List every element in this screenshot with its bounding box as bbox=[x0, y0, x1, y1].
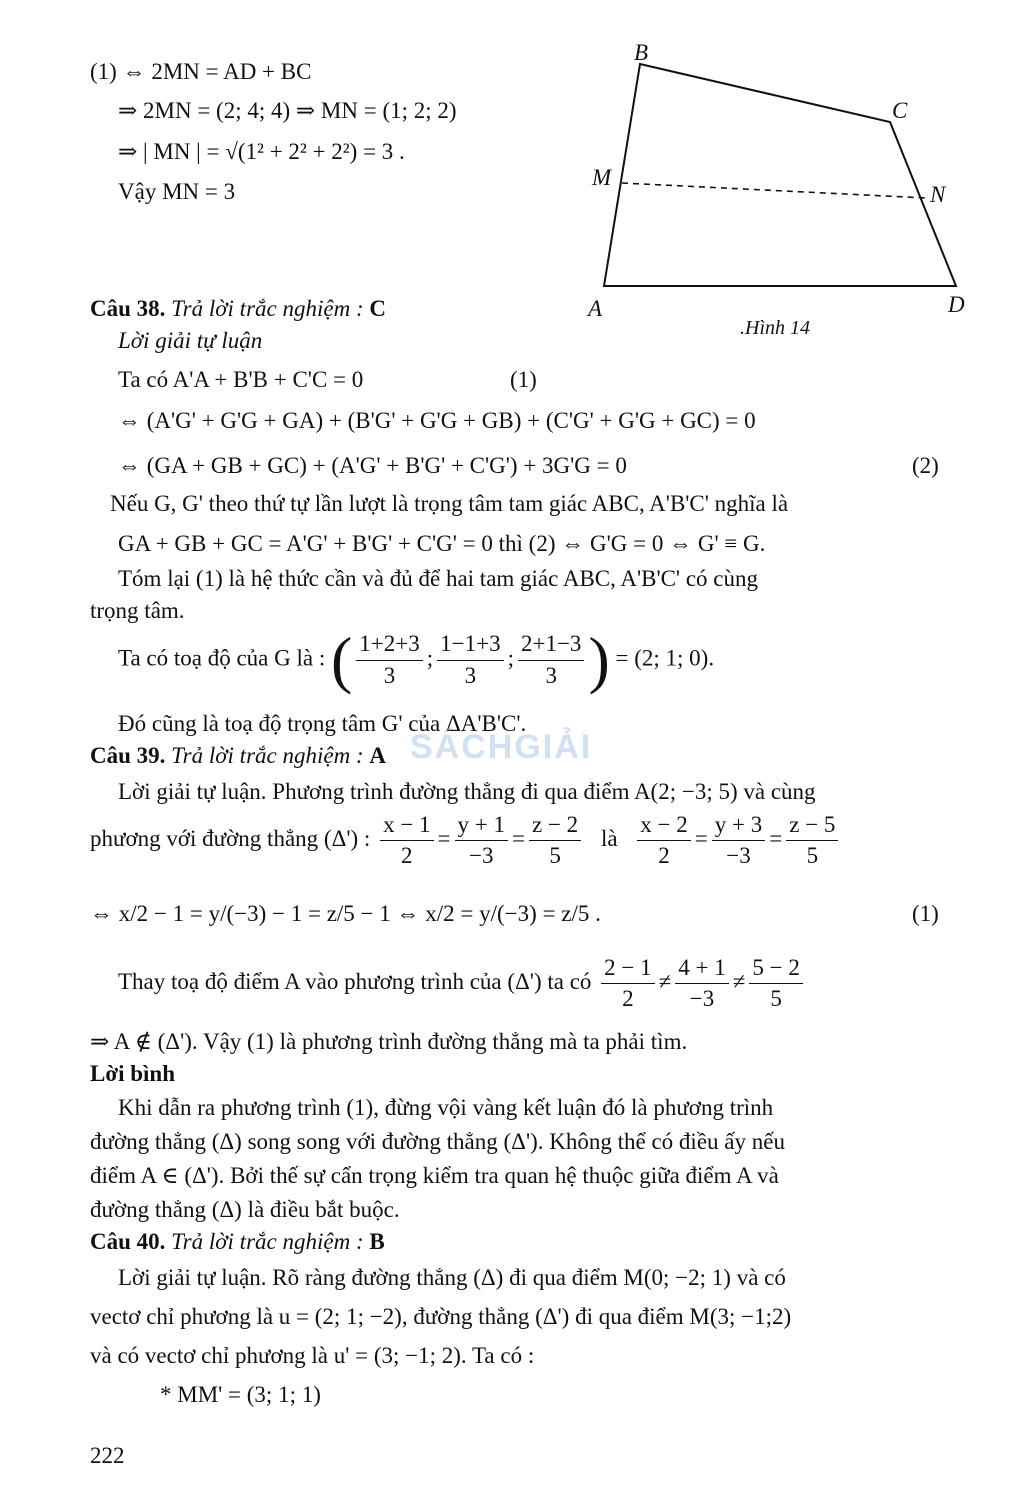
watermark: SÁCHGIẢI bbox=[410, 728, 593, 766]
page-number: 222 bbox=[90, 1443, 125, 1468]
remark-line-1: Khi dẫn ra phương trình (1), đừng vội vàng kết luận đó là phương trình bbox=[118, 1095, 774, 1120]
q39-line-1: Lời giải tự luận. Phương trình đường thẳng đi qua điểm A(2; −3; 5) và cùng bbox=[118, 779, 816, 804]
q38-answer: C bbox=[369, 296, 386, 321]
q40-header bbox=[90, 1228, 385, 1257]
trapezoid-figure bbox=[580, 40, 980, 340]
frac-gy: $\frac{1-1+3}{3}$ bbox=[437, 631, 503, 689]
q38-line-1-num: (1) bbox=[510, 367, 537, 392]
q38-line-3-num: (2) bbox=[912, 453, 939, 478]
q40-line-3: và có vectơ chỉ phương là u' = (3; −1; 2). Ta có : bbox=[90, 1343, 535, 1368]
q40-title: Câu 40. bbox=[90, 1229, 166, 1254]
q39-line-4: Thay toạ độ điểm A vào phương trình của (Δ') ta có $\frac{2 - 1}{2}$ ≠ $\frac{4 + 1}{-3}$ ≠ $\frac{5 - 2}{5}$ bbox=[118, 955, 807, 1013]
q39-title: Câu 39. bbox=[90, 743, 166, 768]
label-a: A bbox=[588, 296, 603, 321]
label-m: M bbox=[592, 165, 612, 190]
q39-answer-label: Trả lời trắc nghiệm : bbox=[171, 743, 364, 768]
q39-line-3-num: (1) bbox=[912, 901, 939, 926]
q38-header bbox=[90, 295, 386, 324]
label-n: N bbox=[930, 182, 946, 207]
remark-line-3: điểm A ∈ (Δ'). Bởi thế sự cẩn trọng kiểm tra quan hệ thuộc giữa điểm A và bbox=[90, 1163, 779, 1188]
q39-line-2: phương với đường thẳng (Δ') : $\frac{x - 1}{2}$ = $\frac{y + 1}{-3}$ = $\frac{z - 2}{5}$ là $\frac{x - 2}{2}$ = $\frac{y + 3}{-3}$ = $\frac{z - 5}{5}$ bbox=[90, 812, 842, 870]
eq-line-4: Vậy MN = 3 bbox=[118, 179, 236, 204]
eq-line-3: ⇒ | MN | = √(1² + 2² + 2²) = 3 . bbox=[118, 139, 405, 164]
q38-line-2: ⇔ (A'G' + G'G + GA) + (B'G' + G'G + GB) + (C'G' + G'G + GC) = 0 bbox=[118, 408, 756, 433]
q38-answer-label: Trả lời trắc nghiệm : bbox=[171, 296, 364, 321]
q38-line-1: Ta có A'A + B'B + C'C = 0 bbox=[118, 367, 364, 392]
eq-line-1: (1) ⇔ 2MN = AD + BC bbox=[90, 59, 312, 84]
q38-line-3: ⇔ (GA + GB + GC) + (A'G' + B'G' + C'G') + 3G'G = 0 bbox=[118, 453, 627, 478]
q38-line-9: Đó cũng là toạ độ trọng tâm G' của ΔA'B'C'. bbox=[118, 711, 527, 736]
remark-line-2: đường thẳng (Δ) song song với đường thẳng (Δ'). Không thể có điều ấy nếu bbox=[90, 1129, 785, 1154]
figure-caption: .Hình 14 bbox=[740, 317, 810, 339]
label-d: D bbox=[948, 292, 965, 317]
q40-answer-label: Trả lời trắc nghiệm : bbox=[171, 1229, 364, 1254]
label-b: B bbox=[634, 40, 649, 65]
remark-line-4: đường thẳng (Δ) là điều bắt buộc. bbox=[90, 1197, 400, 1222]
q38-line-4: Nếu G, G' theo thứ tự lần lượt là trọng tâm tam giác ABC, A'B'C' nghĩa là bbox=[110, 491, 789, 516]
q39-line-3: ⇔ x/2 − 1 = y/(−3) − 1 = z/5 − 1 ⇔ x/2 = y/(−3) = z/5 . bbox=[90, 901, 601, 926]
q40-answer: B bbox=[369, 1229, 385, 1254]
q38-line-5: GA + GB + GC = A'G' + B'G' + C'G' = 0 thì (2) ⇔ G'G = 0 ⇔ G' ≡ G. bbox=[118, 531, 766, 556]
frac-gz: $\frac{2+1-3}{3}$ bbox=[518, 631, 584, 689]
remark-title: Lời bình bbox=[90, 1061, 175, 1086]
q39-header bbox=[90, 742, 386, 771]
q38-title: Câu 38. bbox=[90, 296, 166, 321]
q40-line-4: * MM' = (3; 1; 1) bbox=[160, 1382, 321, 1407]
eq-line-2: ⇒ 2MN = (2; 4; 4) ⇒ MN = (1; 2; 2) bbox=[118, 98, 457, 123]
q38-centroid-pre: Ta có toạ độ của G là : bbox=[118, 645, 326, 671]
q39-answer: A bbox=[369, 743, 386, 768]
q38-centroid-line: Ta có toạ độ của G là : ( $\frac{1+2+3}{3}$ ; $\frac{1-1+3}{3}$ ; $\frac{2+1-3}{3}$ ) = (2; 1; 0). bbox=[118, 624, 715, 695]
q38-line-6: Tóm lại (1) là hệ thức cần và đủ để hai tam giác ABC, A'B'C' có cùng bbox=[118, 566, 758, 591]
q40-line-1: Lời giải tự luận. Rõ ràng đường thẳng (Δ) đi qua điểm M(0; −2; 1) và có bbox=[118, 1265, 786, 1290]
q38-sub: Lời giải tự luận bbox=[118, 328, 263, 353]
q38-line-7: trọng tâm. bbox=[90, 598, 185, 623]
label-c: C bbox=[892, 98, 908, 123]
q39-line-5: ⇒ A ∉ (Δ'). Vậy (1) là phương trình đường thẳng mà ta phải tìm. bbox=[90, 1029, 688, 1054]
q40-line-2: vectơ chỉ phương là u = (2; 1; −2), đường thẳng (Δ') đi qua điểm M(3; −1;2) bbox=[90, 1304, 792, 1329]
q38-centroid-post: = (2; 1; 0). bbox=[615, 645, 715, 671]
frac-gx: $\frac{1+2+3}{3}$ bbox=[356, 631, 422, 689]
